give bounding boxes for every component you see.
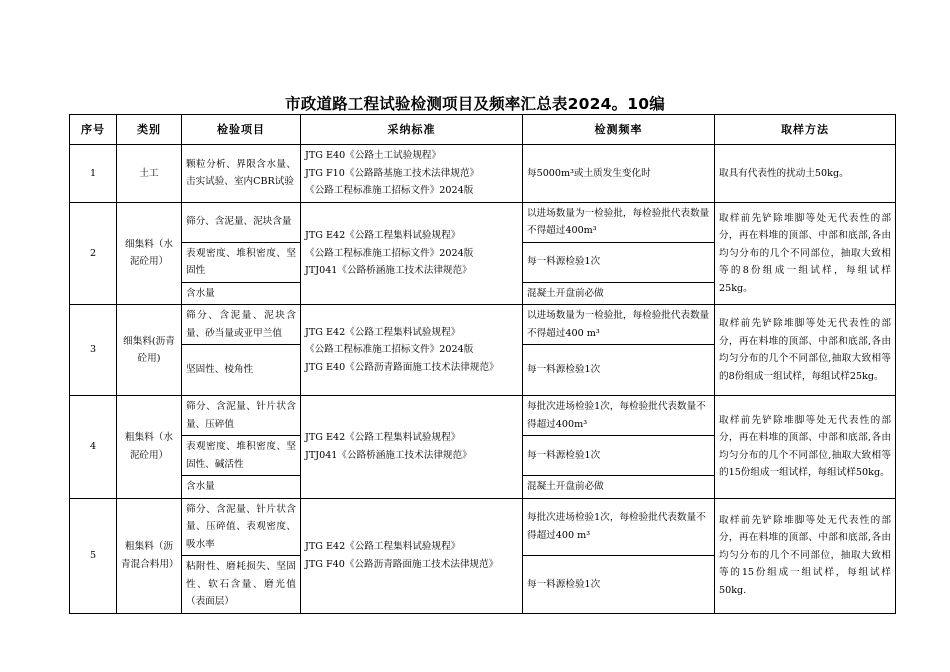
row-sampling: 取样前先铲除堆脚等处无代表性的部分，再在料堆的顶部、中部和底部,各由均匀分布的几个不同部位，抽取大致相等的8份组成一组试样，每组试样25kg。 [715, 202, 896, 305]
row-standards [301, 305, 523, 396]
row-frequency: 每批次进场检验1次，每检验批代表数量不得超过400 m³ [523, 498, 715, 556]
header-standard: 采纳标准 [301, 115, 523, 145]
standard-line: 《公路工程标准施工招标文件》2024版 [305, 185, 474, 196]
standard-line: JTJ041《公路桥涵施工技术法律规范》 [305, 449, 472, 461]
row-standards [301, 202, 523, 305]
row-category: 粗集料（沥青混合料用） [117, 498, 182, 613]
header-row [70, 115, 896, 145]
row-frequency: 每批次进场检验1次，每检验批代表数量不得超过400m³ [523, 396, 715, 436]
standard-line: JTG E42《公路工程集料试验规程》 [305, 541, 461, 552]
row-category: 土工 [117, 145, 182, 203]
header-category: 类别 [117, 115, 182, 145]
row-frequency: 混凝土开盘前必做 [523, 476, 715, 499]
header-no: 序号 [70, 115, 117, 145]
standard-line: JTG E42《公路工程集料试验规程》 [305, 432, 461, 444]
row-sampling: 取样前先铲除堆脚等处无代表性的部分，再在料堆的顶部、中部和底部,各由均匀分布的几个不同部位,抽取大致相等的15份组成一组试样，每组试样50kg。 [715, 396, 896, 499]
inspection-table [69, 114, 896, 614]
row-frequency: 以进场数量为一检验批，每检验批代表数量不得超过400 m³ [523, 305, 715, 345]
row-number: 3 [70, 305, 117, 396]
standard-line: JTG F10《公路路基施工技术法律规范》 [305, 167, 480, 179]
row-item: 坚固性、棱角性 [182, 345, 301, 396]
row-sampling: 取样前先铲除堆脚等处无代表性的部分，再在料堆的顶部、中部和底部,各由均匀分布的几个不同部位，抽取大致相等的15份组成一组试样，每组试样50kg. [715, 498, 896, 613]
header-frequency: 检测频率 [523, 115, 715, 145]
row-item: 筛分、含泥量、针片状含量、压碎值 [182, 396, 301, 436]
row-category: 粗集料（水泥砼用） [117, 396, 182, 499]
row-sampling: 取样前先铲除堆脚等处无代表性的部分，再在料堆的顶部、中部和底部,各由均匀分布的几个不同部位,抽取大致相等的8份组成一组试样，每组试样25kg。 [715, 305, 896, 396]
table-row [70, 202, 896, 242]
table-row [70, 305, 896, 345]
standard-line: 《公路工程标准施工招标文件》2024版 [305, 344, 474, 356]
row-item: 表观密度、堆积密度、坚固性 [182, 242, 301, 282]
row-item: 表观密度、堆积密度、坚固性、碱活性 [182, 436, 301, 476]
standard-line: JTG F40《公路沥青路面施工技术法律规范》 [305, 558, 499, 570]
table-row [70, 145, 896, 203]
row-number: 5 [70, 498, 117, 613]
row-frequency: 每一料源检验1次 [523, 436, 715, 476]
row-category: 细集料(沥青砼用) [117, 305, 182, 396]
standard-line: JTG E42《公路工程集料试验规程》 [305, 230, 461, 241]
row-standards [301, 145, 523, 203]
row-item: 筛分、含泥量、泥块含量 [182, 202, 301, 242]
row-standards [301, 396, 523, 499]
standard-line: JTG E40《公路沥青路面施工技术法律规范》 [305, 361, 499, 373]
standard-line: JTG E42《公路工程集料试验规程》 [305, 326, 461, 338]
standard-line: JTJ041《公路桥涵施工技术法律规范》 [305, 265, 472, 276]
row-item: 粘附性、磨耗损失、坚固性、软石含量、磨光值（表面层） [182, 556, 301, 614]
row-frequency: 每一料源检验1次 [523, 242, 715, 282]
row-number: 1 [70, 145, 117, 203]
row-standards [301, 498, 523, 613]
row-number: 4 [70, 396, 117, 499]
standard-line: JTG E40《公路土工试验规程》 [305, 150, 442, 161]
row-frequency: 以进场数量为一检验批，每检验批代表数量不得超过400m³ [523, 202, 715, 242]
document-title: 市政道路工程试验检测项目及频率汇总表2024。10编 [285, 95, 665, 113]
header-items: 检验项目 [182, 115, 301, 145]
row-category: 细集料（水泥砼用） [117, 202, 182, 305]
row-item: 筛分、含泥量、针片状含量、压碎值、表观密度、吸水率 [182, 498, 301, 556]
row-item: 筛分、含泥量、泥块含量、砂当量或亚甲兰值 [182, 305, 301, 345]
row-frequency: 每一料源检验1次 [523, 345, 715, 396]
table-row [70, 498, 896, 556]
row-number: 2 [70, 202, 117, 305]
row-sampling: 取具有代表性的扰动土50kg。 [715, 145, 896, 203]
row-item: 含水量 [182, 476, 301, 499]
row-item: 颗粒分析、界限含水量、击实试验、室内CBR试验 [182, 145, 301, 203]
header-sampling: 取样方法 [715, 115, 896, 145]
row-frequency: 混凝土开盘前必做 [523, 282, 715, 305]
table-row [70, 396, 896, 436]
row-item: 含水量 [182, 282, 301, 305]
row-frequency: 每一料源检验1次 [523, 556, 715, 614]
standard-line: 《公路工程标准施工招标文件》2024版 [305, 247, 474, 259]
row-frequency: 每5000m³或土质发生变化时 [523, 145, 715, 203]
